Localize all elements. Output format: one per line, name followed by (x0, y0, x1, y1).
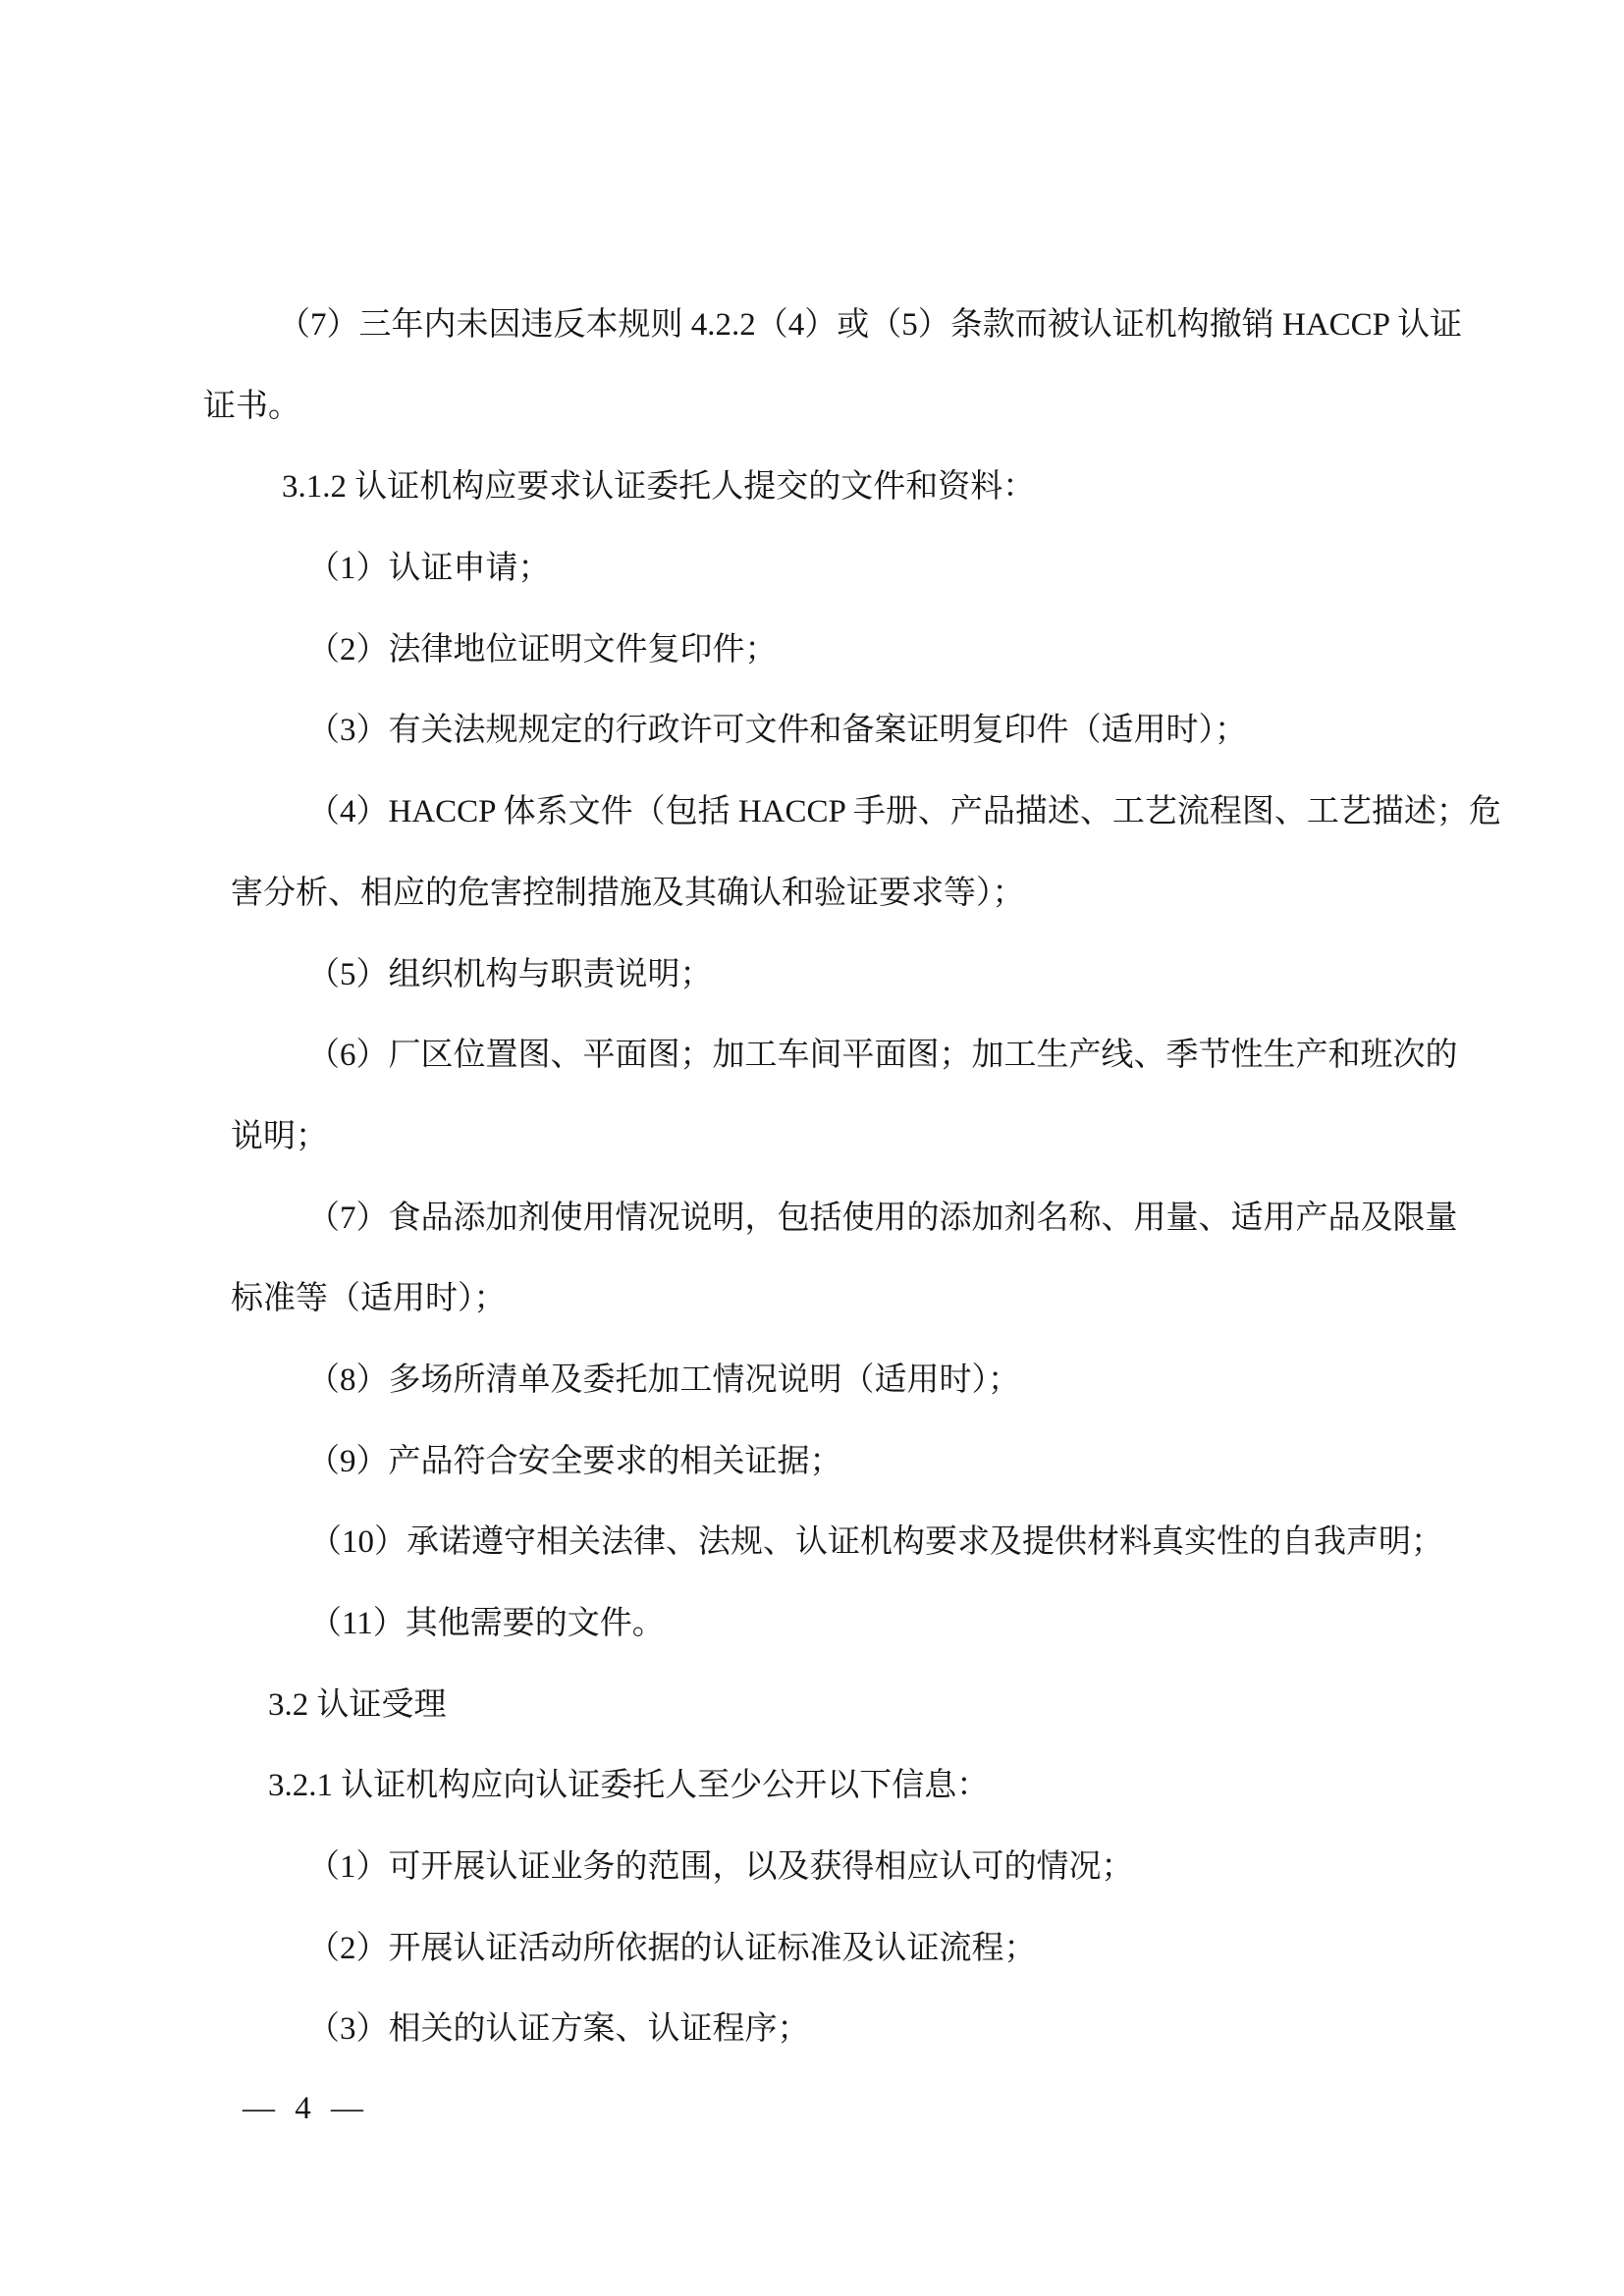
doc-line-info-1: （1）可开展认证业务的范围，以及获得相应认可的情况； (307, 1849, 1134, 1886)
doc-line-item-3: （3）有关法规规定的行政许可文件和备案证明复印件（适用时）； (307, 713, 1247, 749)
doc-line-info-3: （3）相关的认证方案、认证程序； (307, 2011, 810, 2048)
doc-line-item-7: （7）食品添加剂使用情况说明，包括使用的添加剂名称、用量、适用产品及限量 (307, 1200, 1458, 1236)
doc-line-item-5: （5）组织机构与职责说明； (307, 956, 713, 992)
doc-line-item-4-cont: 害分析、相应的危害控制措施及其确认和验证要求等）； (231, 875, 1025, 911)
doc-line-item-4: （4）HACCP 体系文件（包括 HACCP 手册、产品描述、工艺流程图、工艺描述；危 (307, 794, 1501, 830)
doc-line-item-8: （8）多场所清单及委托加工情况说明（适用时）； (307, 1362, 1020, 1398)
doc-line-item-1: （1）认证申请； (307, 551, 551, 587)
doc-line-section-3-2: 3.2 认证受理 (268, 1686, 447, 1723)
doc-line-section-3-1-2: 3.1.2 认证机构应要求认证委托人提交的文件和资料： (282, 469, 1036, 506)
doc-line-item-7-cont: 标准等（适用时）； (231, 1281, 507, 1317)
doc-line-item-2: （2）法律地位证明文件复印件； (307, 631, 778, 667)
doc-line-section-3-2-1: 3.2.1 认证机构应向认证委托人至少公开以下信息： (268, 1768, 990, 1804)
doc-line-info-2: （2）开展认证活动所依据的认证标准及认证流程； (307, 1930, 1037, 1966)
doc-line-item-6: （6）厂区位置图、平面图；加工车间平面图；加工生产线、季节性生产和班次的 (307, 1038, 1458, 1074)
page-number: — 4 — (243, 2091, 369, 2126)
doc-line-clause7-cont: 证书。 (203, 388, 300, 424)
doc-line-item-9: （9）产品符合安全要求的相关证据； (307, 1443, 842, 1479)
doc-line-item-10: （10）承诺遵守相关法律、法规、认证机构要求及提供材料真实性的自我声明； (309, 1524, 1443, 1561)
document-body (203, 285, 1501, 2070)
doc-line-clause7: （7）三年内未因违反本规则 4.2.2（4）或（5）条款而被认证机构撤销 HACCP 认证 (278, 307, 1463, 343)
doc-line-item-6-cont: 说明； (231, 1118, 328, 1154)
doc-line-item-11: （11）其他需要的文件。 (309, 1606, 665, 1641)
